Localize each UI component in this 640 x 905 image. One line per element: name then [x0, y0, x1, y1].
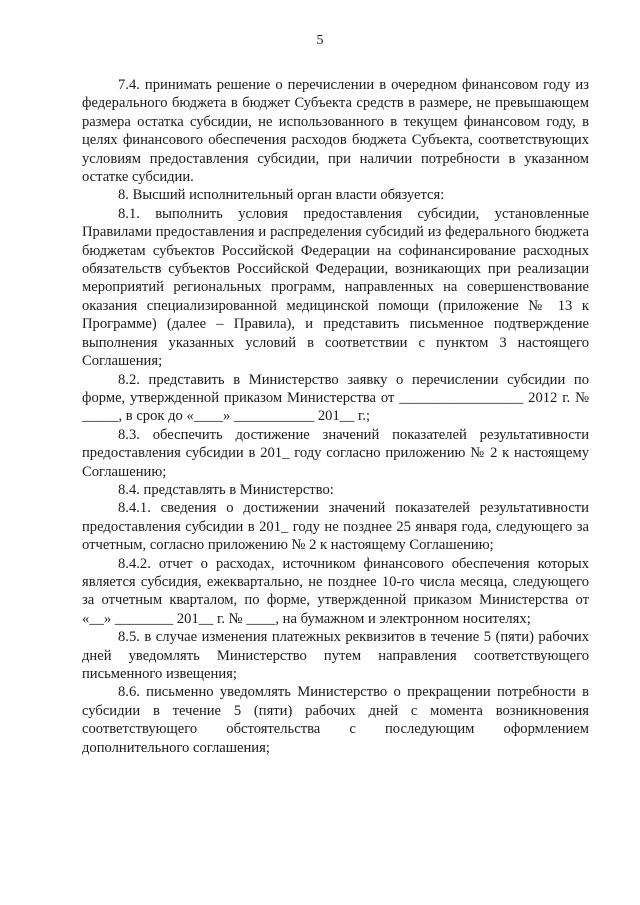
paragraph-8-4-1: 8.4.1. сведения о достижении значений показателей результативности предоставления субсидии в 201_ году не позднее 25 января года, следующего за отчетным, согласно приложению № 2 к настоящему Соглашению; — [82, 500, 589, 554]
paragraph-8-5: 8.5. в случае изменения платежных реквизитов в течение 5 (пяти) рабочих дней уведомлять Министерство путем направления соответствующего письменного извещения; — [82, 629, 589, 682]
document-body — [82, 76, 589, 757]
paragraph-8-4-2: 8.4.2. отчет о расходах, источником финансового обеспечения которых является субсидия, ежеквартально, не позднее 10-го числа месяца, следующего за отчетным кварталом, по форме, утвержденной приказом Министерства от «__» ________ 201__ г. № ____, на бумажном и электронном носителях; — [82, 555, 589, 627]
page-number: 5 — [316, 33, 324, 48]
paragraph-7-4: 7.4. принимать решение о перечислении в очередном финансовом году из федерального бюджета в бюджет Субъекта средств в размере, не превышающем размера остатка субсидии, не использованного в текущем финансовом году, в целях финансового обеспечения расходов бюджета Субъекта, соответствующих условиям предоставления субсидии, при наличии потребности в указанном остатке субсидии. — [82, 77, 589, 186]
paragraph-8-6: 8.6. письменно уведомлять Министерство о прекращении потребности в субсидии в течение 5 (пяти) рабочих дней с момента возникновения соответствующего обстоятельства с последующим оформлением дополнительного соглашения; — [82, 684, 589, 756]
paragraph-8-4: 8.4. представлять в Министерство: — [118, 481, 334, 498]
paragraph-8-2: 8.2. представить в Министерство заявку о перечислении субсидии по форме, утвержденной приказом Министерства от _________________ 2012 г. № _____, в срок до «____» ___________ 201__ г.; — [82, 371, 589, 425]
paragraph-8-1: 8.1. выполнить условия предоставления субсидии, установленные Правилами предоставления и распределения субсидий из федерального бюджета бюджетам субъектов Российской Федерации на софинансирование расходных обязательств субъектов Российской Федерации, возникающих при реализации мероприятий региональных программ, направленных на совершенствование оказания специализированной медицинской помощи (приложение № 13 к Программе) (далее – Правила), и представить письменное подтверждение выполнения указанных условий в соответствии с пунктом 3 настоящего Соглашения; — [82, 205, 589, 370]
paragraph-8-3: 8.3. обеспечить достижение значений показателей результативности предоставления субсидии в 201_ году согласно приложению № 2 к настоящему Соглашению; — [82, 426, 589, 480]
paragraph-8: 8. Высший исполнительный орган власти обязуется: — [118, 187, 445, 204]
